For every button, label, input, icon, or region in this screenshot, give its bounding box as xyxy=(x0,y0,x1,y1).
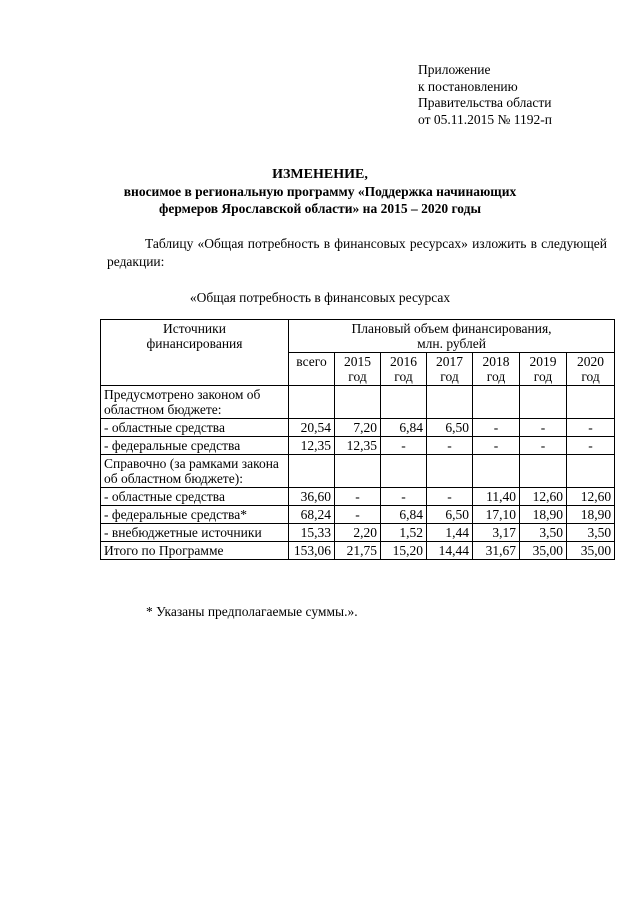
header-source: Источники финансирования xyxy=(101,320,289,386)
row-value xyxy=(567,386,615,419)
header-volume: Плановый объем финансирования, млн. рублей xyxy=(289,320,615,353)
row-value: - xyxy=(427,488,473,506)
appendix-block xyxy=(418,62,552,128)
appendix-line: к постановлению xyxy=(418,78,518,94)
table-row xyxy=(101,437,615,455)
header-year: 2020 год xyxy=(567,353,615,386)
row-value: 68,24 xyxy=(289,506,335,524)
row-value xyxy=(381,386,427,419)
row-value xyxy=(427,386,473,419)
row-value: 35,00 xyxy=(567,542,615,560)
row-value: 1,52 xyxy=(381,524,427,542)
row-label: Предусмотрено законом об областном бюджете: xyxy=(101,386,289,419)
appendix-line: Приложение xyxy=(418,62,491,77)
document-title xyxy=(0,166,640,217)
row-value xyxy=(473,455,520,488)
row-value: - xyxy=(473,419,520,437)
table-row xyxy=(101,542,615,560)
row-value: 20,54 xyxy=(289,419,335,437)
header-total: всего xyxy=(289,353,335,386)
row-value: 12,60 xyxy=(520,488,567,506)
row-value: - xyxy=(335,488,381,506)
row-value: - xyxy=(427,437,473,455)
table-row xyxy=(101,455,615,488)
row-value xyxy=(520,386,567,419)
row-value xyxy=(381,455,427,488)
row-label: - областные средства xyxy=(101,488,289,506)
title-line: фермеров Ярославской области» на 2015 – 2020 годы xyxy=(158,201,481,216)
appendix-line: Правительства области xyxy=(418,95,552,110)
row-value: 12,35 xyxy=(289,437,335,455)
row-value: 14,44 xyxy=(427,542,473,560)
row-label: - внебюджетные источники xyxy=(101,524,289,542)
table-caption: «Общая потребность в финансовых ресурсах xyxy=(189,290,451,305)
row-value: 18,90 xyxy=(567,506,615,524)
row-value: 21,75 xyxy=(335,542,381,560)
row-value: 12,35 xyxy=(335,437,381,455)
table-row xyxy=(101,488,615,506)
header-year: 2017 год xyxy=(427,353,473,386)
row-label: Итого по Программе xyxy=(101,542,289,560)
row-value: - xyxy=(520,419,567,437)
row-value: 35,00 xyxy=(520,542,567,560)
header-year: 2018 год xyxy=(473,353,520,386)
row-value: 2,20 xyxy=(335,524,381,542)
row-label: Справочно (за рамками закона об областном бюджете): xyxy=(101,455,289,488)
header-year: 2019 год xyxy=(520,353,567,386)
header-year: 2015 год xyxy=(335,353,381,386)
row-value: - xyxy=(473,437,520,455)
row-value xyxy=(289,386,335,419)
row-value: 36,60 xyxy=(289,488,335,506)
row-value: 12,60 xyxy=(567,488,615,506)
table-row xyxy=(101,524,615,542)
row-label: - федеральные средства* xyxy=(101,506,289,524)
row-value: 6,84 xyxy=(381,419,427,437)
row-value: - xyxy=(567,419,615,437)
footnote: * Указаны предполагаемые суммы.». xyxy=(146,604,358,619)
row-value: 6,50 xyxy=(427,506,473,524)
row-value: 3,50 xyxy=(520,524,567,542)
row-value: 6,50 xyxy=(427,419,473,437)
row-value: 6,84 xyxy=(381,506,427,524)
row-value: 31,67 xyxy=(473,542,520,560)
row-value: 3,50 xyxy=(567,524,615,542)
financing-table xyxy=(100,319,615,560)
row-value: 15,20 xyxy=(381,542,427,560)
table-row xyxy=(101,506,615,524)
table-header-row xyxy=(101,320,615,353)
row-value: - xyxy=(381,437,427,455)
row-value: 15,33 xyxy=(289,524,335,542)
row-label: - областные средства xyxy=(101,419,289,437)
body-paragraph: Таблицу «Общая потребность в финансовых ресурсах» изложить в следующей редакции: xyxy=(107,236,607,269)
appendix-line: от 05.11.2015 № 1192-п xyxy=(418,111,552,127)
row-value: 7,20 xyxy=(335,419,381,437)
row-value xyxy=(335,386,381,419)
row-value: 18,90 xyxy=(520,506,567,524)
title-line: ИЗМЕНЕНИЕ, xyxy=(272,167,368,182)
row-value xyxy=(289,455,335,488)
row-value: - xyxy=(335,506,381,524)
row-value xyxy=(427,455,473,488)
row-value: - xyxy=(381,488,427,506)
header-year: 2016 год xyxy=(381,353,427,386)
title-line: вносимое в региональную программу «Поддержка начинающих xyxy=(123,184,517,199)
row-value xyxy=(520,455,567,488)
row-value: 153,06 xyxy=(289,542,335,560)
row-value: 11,40 xyxy=(473,488,520,506)
table-row xyxy=(101,386,615,419)
row-value: 3,17 xyxy=(473,524,520,542)
row-value xyxy=(335,455,381,488)
row-value xyxy=(473,386,520,419)
table-row xyxy=(101,419,615,437)
row-value: - xyxy=(520,437,567,455)
row-value: 17,10 xyxy=(473,506,520,524)
row-value: 1,44 xyxy=(427,524,473,542)
row-label: - федеральные средства xyxy=(101,437,289,455)
row-value: - xyxy=(567,437,615,455)
row-value xyxy=(567,455,615,488)
